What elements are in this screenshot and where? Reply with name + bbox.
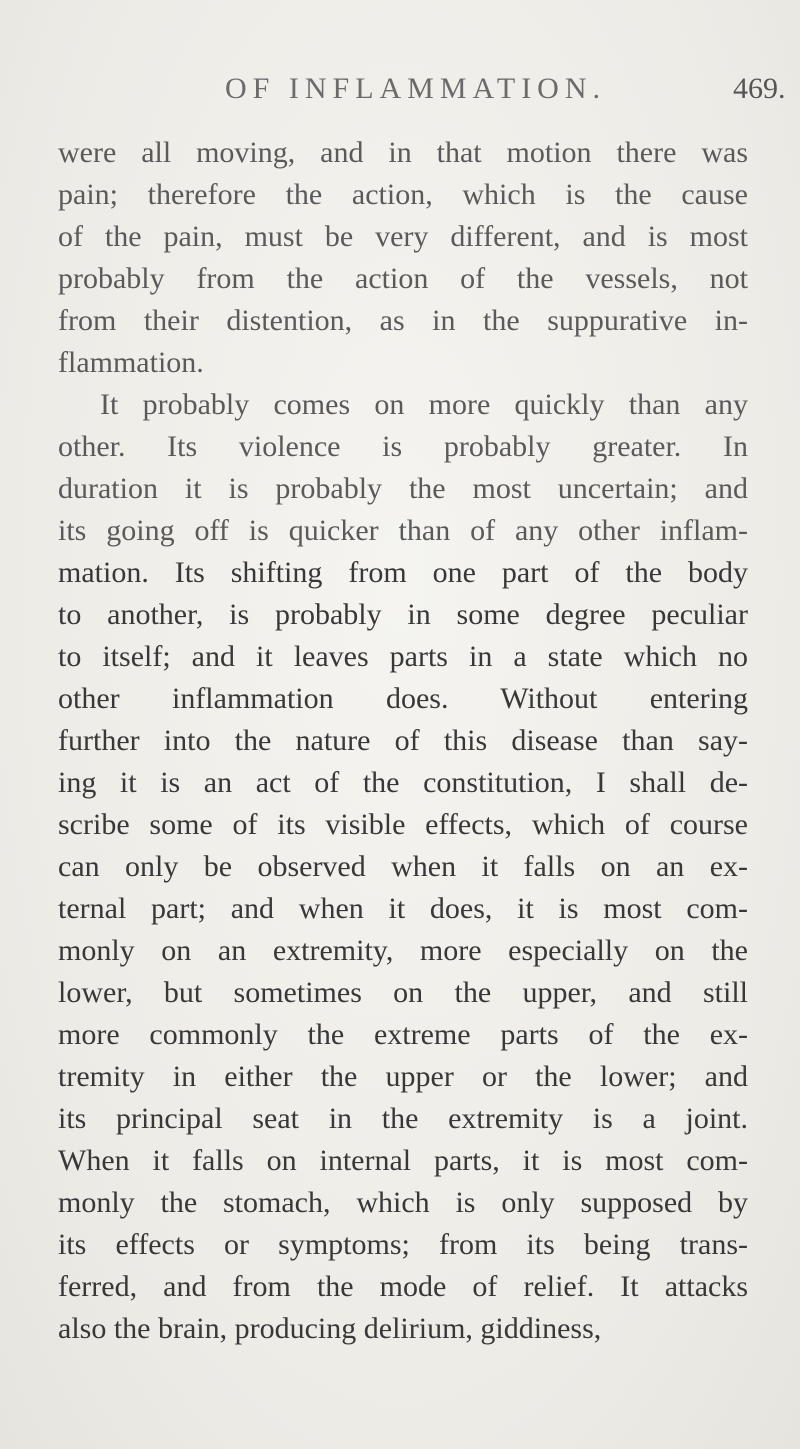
text-line: from their distention, as in the suppurative in- [58,304,748,337]
text-line: more commonly the extreme parts of the ex- [58,1018,748,1051]
text-line: to another, is probably in some degree peculiar [58,598,748,631]
text-line: its principal seat in the extremity is a joint. [58,1102,748,1135]
text-line: flammation. [58,346,204,379]
text-line: lower, but sometimes on the upper, and still [58,976,748,1009]
text-line: ferred, and from the mode of relief. It attacks [58,1270,748,1303]
text-line: were all moving, and in that motion there was [58,136,748,169]
text-line: of the pain, must be very different, and is most [58,220,748,253]
text-line: It probably comes on more quickly than any [100,388,748,421]
text-line: its going off is quicker than of any other inflam- [58,514,748,547]
text-line: ternal part; and when it does, it is most com- [58,892,748,925]
text-line: also the brain, producing delirium, giddiness, [58,1312,602,1345]
running-head [0,72,800,112]
text-line: pain; therefore the action, which is the cause [58,178,748,211]
text-line: When it falls on internal parts, it is most com- [58,1144,748,1177]
text-line: its effects or symptoms; from its being trans- [58,1228,748,1261]
text-line: other inflammation does. Without entering [58,682,748,715]
text-line: tremity in either the upper or the lower; and [58,1060,748,1093]
text-line: duration it is probably the most uncertain; and [58,472,748,505]
text-line: monly the stomach, which is only supposed by [58,1186,748,1219]
page-number: 469. [733,72,786,105]
text-line: can only be observed when it falls on an ex- [58,850,748,883]
text-line: further into the nature of this disease than say- [58,724,748,757]
running-title: OF INFLAMMATION. [225,72,607,105]
text-line: monly on an extremity, more especially on the [58,934,748,967]
text-line: to itself; and it leaves parts in a state which no [58,640,748,673]
text-line: other. Its violence is probably greater. In [58,430,748,463]
text-line: scribe some of its visible effects, which of course [58,808,748,841]
text-line: mation. Its shifting from one part of the body [58,556,748,589]
text-line: probably from the action of the vessels, not [58,262,748,295]
text-line: ing it is an act of the constitution, I shall de- [58,766,748,799]
body-text [58,132,748,1350]
